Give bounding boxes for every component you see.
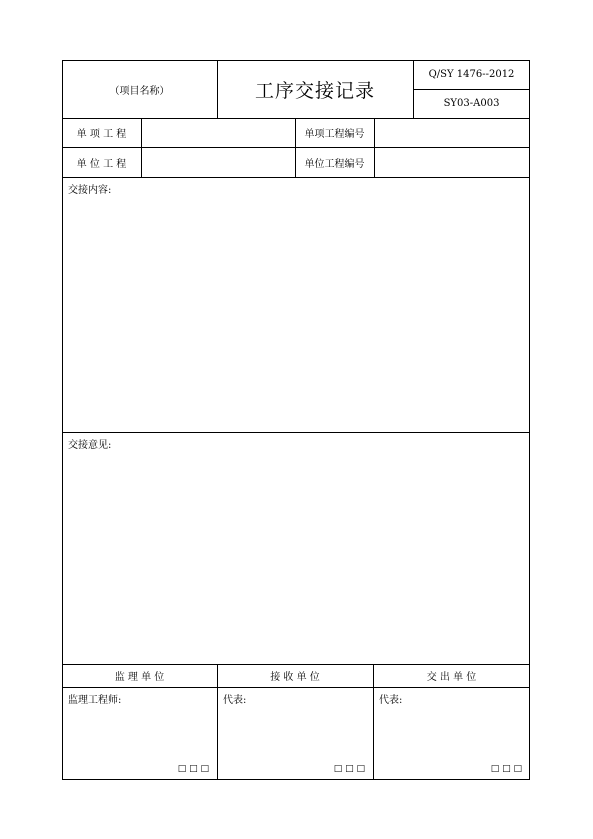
- supervisor-signature-cell[interactable]: [62, 687, 217, 780]
- rule-v-info-2: [295, 118, 296, 177]
- handover-content-label: 交接内容:: [68, 185, 112, 196]
- org-project-no-field[interactable]: [374, 147, 530, 177]
- rule-v-header-2: [413, 60, 414, 118]
- handover-opinion-area[interactable]: [62, 432, 530, 664]
- receiver-signature-cell[interactable]: [217, 687, 373, 780]
- unit-project-no-field[interactable]: [374, 118, 530, 147]
- rule-h-header: [62, 118, 530, 119]
- org-project-label: 单 位 工 程: [76, 158, 127, 170]
- handover-opinion-label: 交接意见:: [68, 440, 112, 451]
- supervisor-header: 监 理 单 位: [114, 672, 165, 683]
- rule-h-row1: [62, 147, 530, 148]
- handover-header: 交 出 单 位: [426, 672, 477, 683]
- handover-form: [62, 60, 530, 780]
- receiver-header: 接 收 单 位: [270, 672, 320, 683]
- rule-v-info-3: [374, 118, 375, 177]
- page-title: 工序交接记录: [254, 79, 375, 102]
- rule-v-info-1: [141, 118, 142, 177]
- standard-code: Q/SY 1476--2012: [428, 69, 515, 80]
- receiver-date-boxes: □ □ □: [333, 764, 365, 774]
- rule-h-content: [62, 432, 530, 433]
- supervisor-signature-label: 监理工程师:: [68, 695, 122, 706]
- org-project-no-label: 单位工程编号: [304, 158, 365, 170]
- unit-project-label: 单 项 工 程: [76, 129, 127, 140]
- rule-v-sign-2: [373, 664, 374, 780]
- rule-h-code: [413, 89, 530, 90]
- handover-signature-label: 代表:: [379, 695, 403, 706]
- form-code: SY03-A003: [443, 98, 500, 109]
- unit-project-field[interactable]: [141, 118, 295, 147]
- rule-v-header-1: [217, 60, 218, 118]
- rule-h-row2: [62, 177, 530, 178]
- handover-date-boxes: □ □ □: [490, 764, 522, 774]
- project-name: （项目名称）: [109, 85, 170, 97]
- receiver-signature-label: 代表:: [223, 695, 247, 706]
- unit-project-no-label: 单项工程编号: [304, 129, 365, 140]
- org-project-field[interactable]: [141, 147, 295, 177]
- rule-h-sign-header: [62, 687, 530, 688]
- handover-signature-cell[interactable]: [373, 687, 530, 780]
- supervisor-date-boxes: □ □ □: [177, 764, 209, 774]
- rule-v-sign-1: [217, 664, 218, 780]
- rule-h-opinion: [62, 664, 530, 665]
- handover-content-area[interactable]: [62, 177, 530, 432]
